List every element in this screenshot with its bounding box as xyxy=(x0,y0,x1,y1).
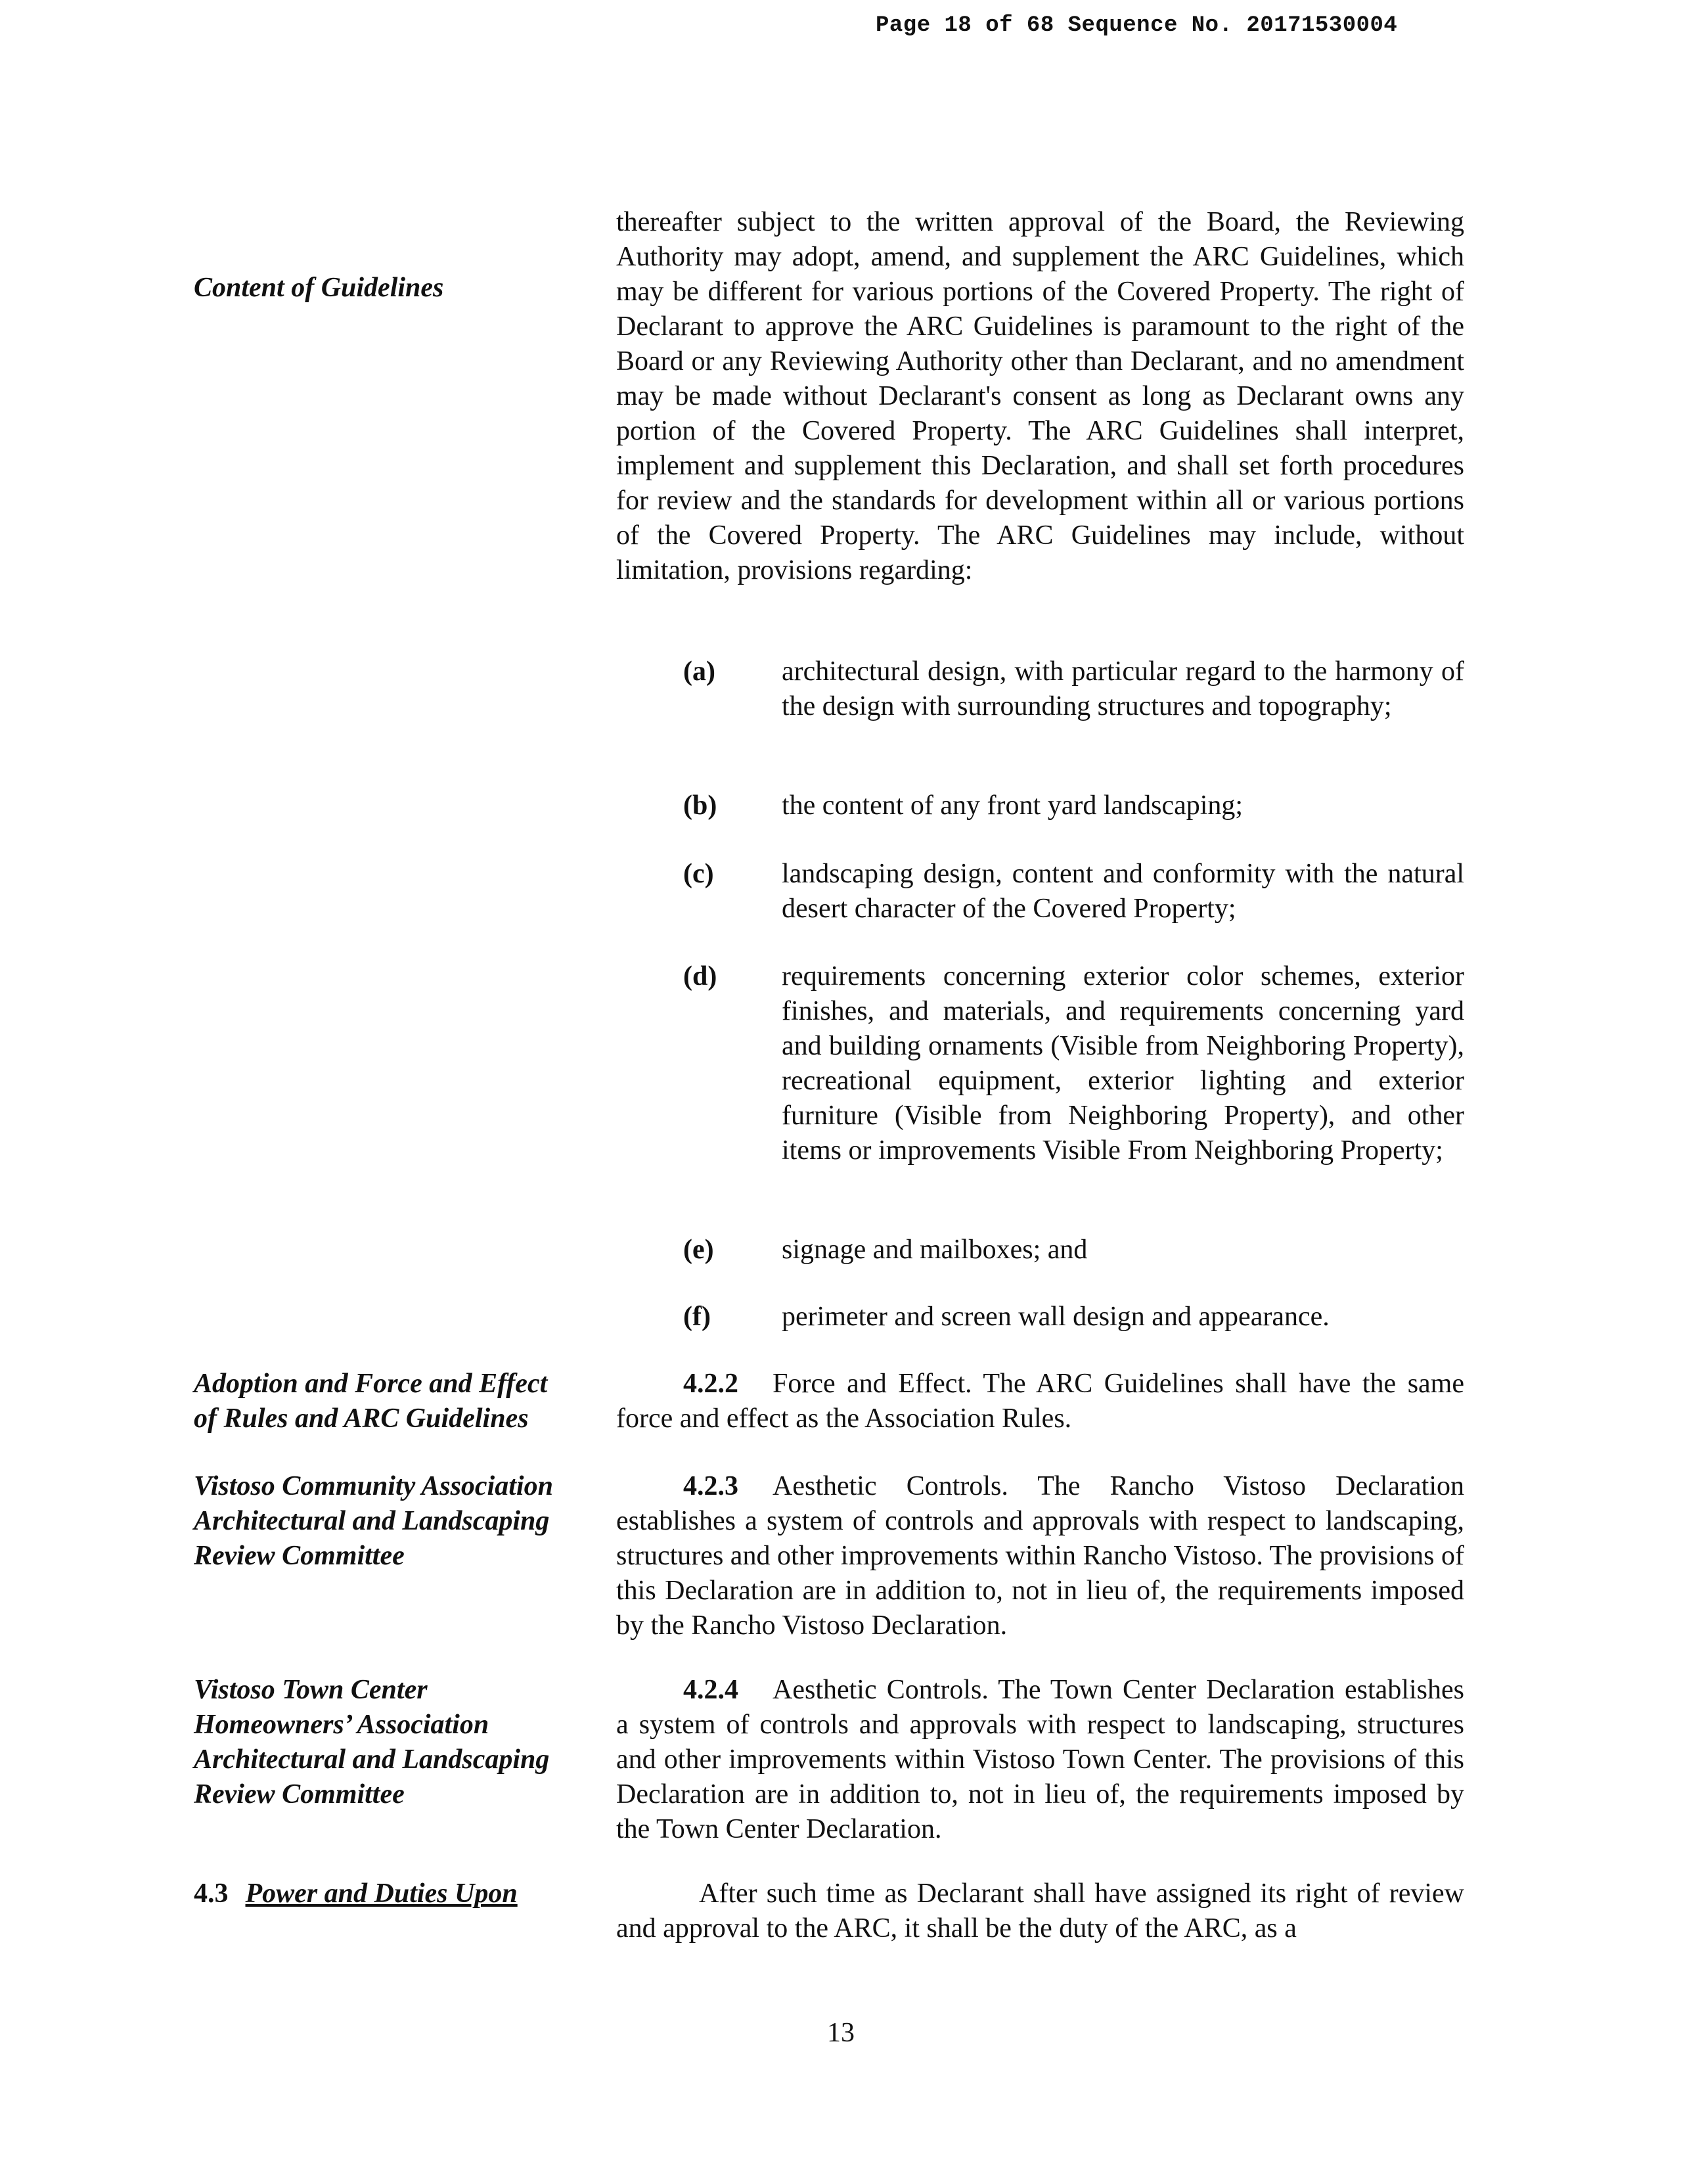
sidebar-heading-line: Vistoso Community Association xyxy=(194,1471,553,1501)
list-item-text: perimeter and screen wall design and appearance. xyxy=(782,1302,1330,1332)
sidebar-heading-line: of Rules and ARC Guidelines xyxy=(194,1403,529,1434)
list-item-text: requirements concerning exterior color schemes, exterior finishes, and materials, and requirements concerning yard and building ornaments (Visible from Neighboring Property), recreational equipment, exterior lighting and exterior furniture (Visible from Neighboring Property), and other items or improvements Visible From Neighboring Property; xyxy=(782,961,1464,1166)
sidebar-heading-adoption xyxy=(194,1367,594,1436)
list-item-label: (e) xyxy=(683,1235,714,1265)
sidebar-heading-line: Homeowners’ Association xyxy=(194,1710,489,1740)
page-header: Page 18 of 68 Sequence No. 20171530004 xyxy=(876,13,1398,38)
list-item-text: signage and mailboxes; and xyxy=(782,1235,1088,1265)
list-item-label: (a) xyxy=(683,656,715,687)
list-item-text: architectural design, with particular regard to the harmony of the design with surrounding structures and topography; xyxy=(782,656,1464,721)
intro-paragraph: thereafter subject to the written approval of the Board, the Reviewing Authority may adopt, amend, and supplement the ARC Guidelines, which may be different for various portions of the Covered Property. The right of Declarant to approve the ARC Guidelines is paramount to the right of the Board or any Reviewing Authority other than Declarant, and no amendment may be made without Declarant's consent as long as Declarant owns any portion of the Covered Property. The ARC Guidelines shall interpret, implement and supplement this Declaration, and shall set forth procedures for review and the standards for development within all or various portions of the Covered Property. The ARC Guidelines may include, without limitation, provisions regarding: xyxy=(616,207,1464,585)
paragraph-4-2-4 xyxy=(616,1673,1464,1847)
sidebar-heading-content-of-guidelines xyxy=(194,271,594,306)
paragraph-text: Aesthetic Controls. The Rancho Vistoso Declaration establishes a system of controls and approvals with respect to landscaping, structures and other improvements within Rancho Vistoso. The provisions of this Declaration are in addition to, not in lieu of, the requirements imposed by the Rancho Vistoso Declaration. xyxy=(616,1471,1464,1641)
sidebar-heading-line: Architectural and Landscaping xyxy=(194,1744,550,1775)
sidebar-heading-line: Review Committee xyxy=(194,1779,405,1809)
paragraph-4-2-2 xyxy=(616,1367,1464,1436)
paragraph-4-3 xyxy=(616,1877,1464,1946)
section-heading-4-3 xyxy=(194,1877,594,1911)
paragraph-text: Aesthetic Controls. The Town Center Declaration establishes a system of controls and approvals with respect to landscaping, structures and other improvements within Vistoso Town Center. The provisions of this Declaration are in addition to, not in lieu of, the requirements imposed by the Town Center Declaration. xyxy=(616,1675,1464,1844)
paragraph-number: 4.2.3 xyxy=(683,1471,738,1501)
list-item-label: (b) xyxy=(683,790,717,821)
sidebar-heading-line: Review Committee xyxy=(194,1541,405,1571)
list-item-text: the content of any front yard landscaping; xyxy=(782,790,1244,821)
list-item-label: (c) xyxy=(683,859,714,889)
list-item-text: landscaping design, content and conformity with the natural desert character of the Covered Property; xyxy=(782,859,1464,924)
sidebar-heading-vistoso-community xyxy=(194,1469,594,1574)
paragraph-number: 4.2.4 xyxy=(683,1675,738,1705)
sidebar-heading-line: Adoption and Force and Effect xyxy=(194,1369,548,1399)
paragraph-4-2-3 xyxy=(616,1469,1464,1643)
paragraph-text: After such time as Declarant shall have assigned its right of review and approval to the ARC, it shall be the duty of the ARC, as a xyxy=(616,1878,1464,1944)
sidebar-heading-town-center xyxy=(194,1673,594,1812)
section-title: Power and Duties Upon xyxy=(245,1878,518,1909)
sidebar-heading-text: Content of Guidelines xyxy=(194,273,444,303)
list-item-label: (f) xyxy=(683,1302,711,1332)
page-number: 13 xyxy=(827,2018,855,2048)
sidebar-heading-line: Vistoso Town Center xyxy=(194,1675,428,1705)
paragraph-text: Force and Effect. The ARC Guidelines shall have the same force and effect as the Association Rules. xyxy=(616,1369,1464,1434)
sidebar-heading-line: Architectural and Landscaping xyxy=(194,1506,550,1536)
list-item-label: (d) xyxy=(683,961,717,991)
paragraph-number: 4.2.2 xyxy=(683,1369,738,1399)
section-number: 4.3 xyxy=(194,1878,229,1909)
